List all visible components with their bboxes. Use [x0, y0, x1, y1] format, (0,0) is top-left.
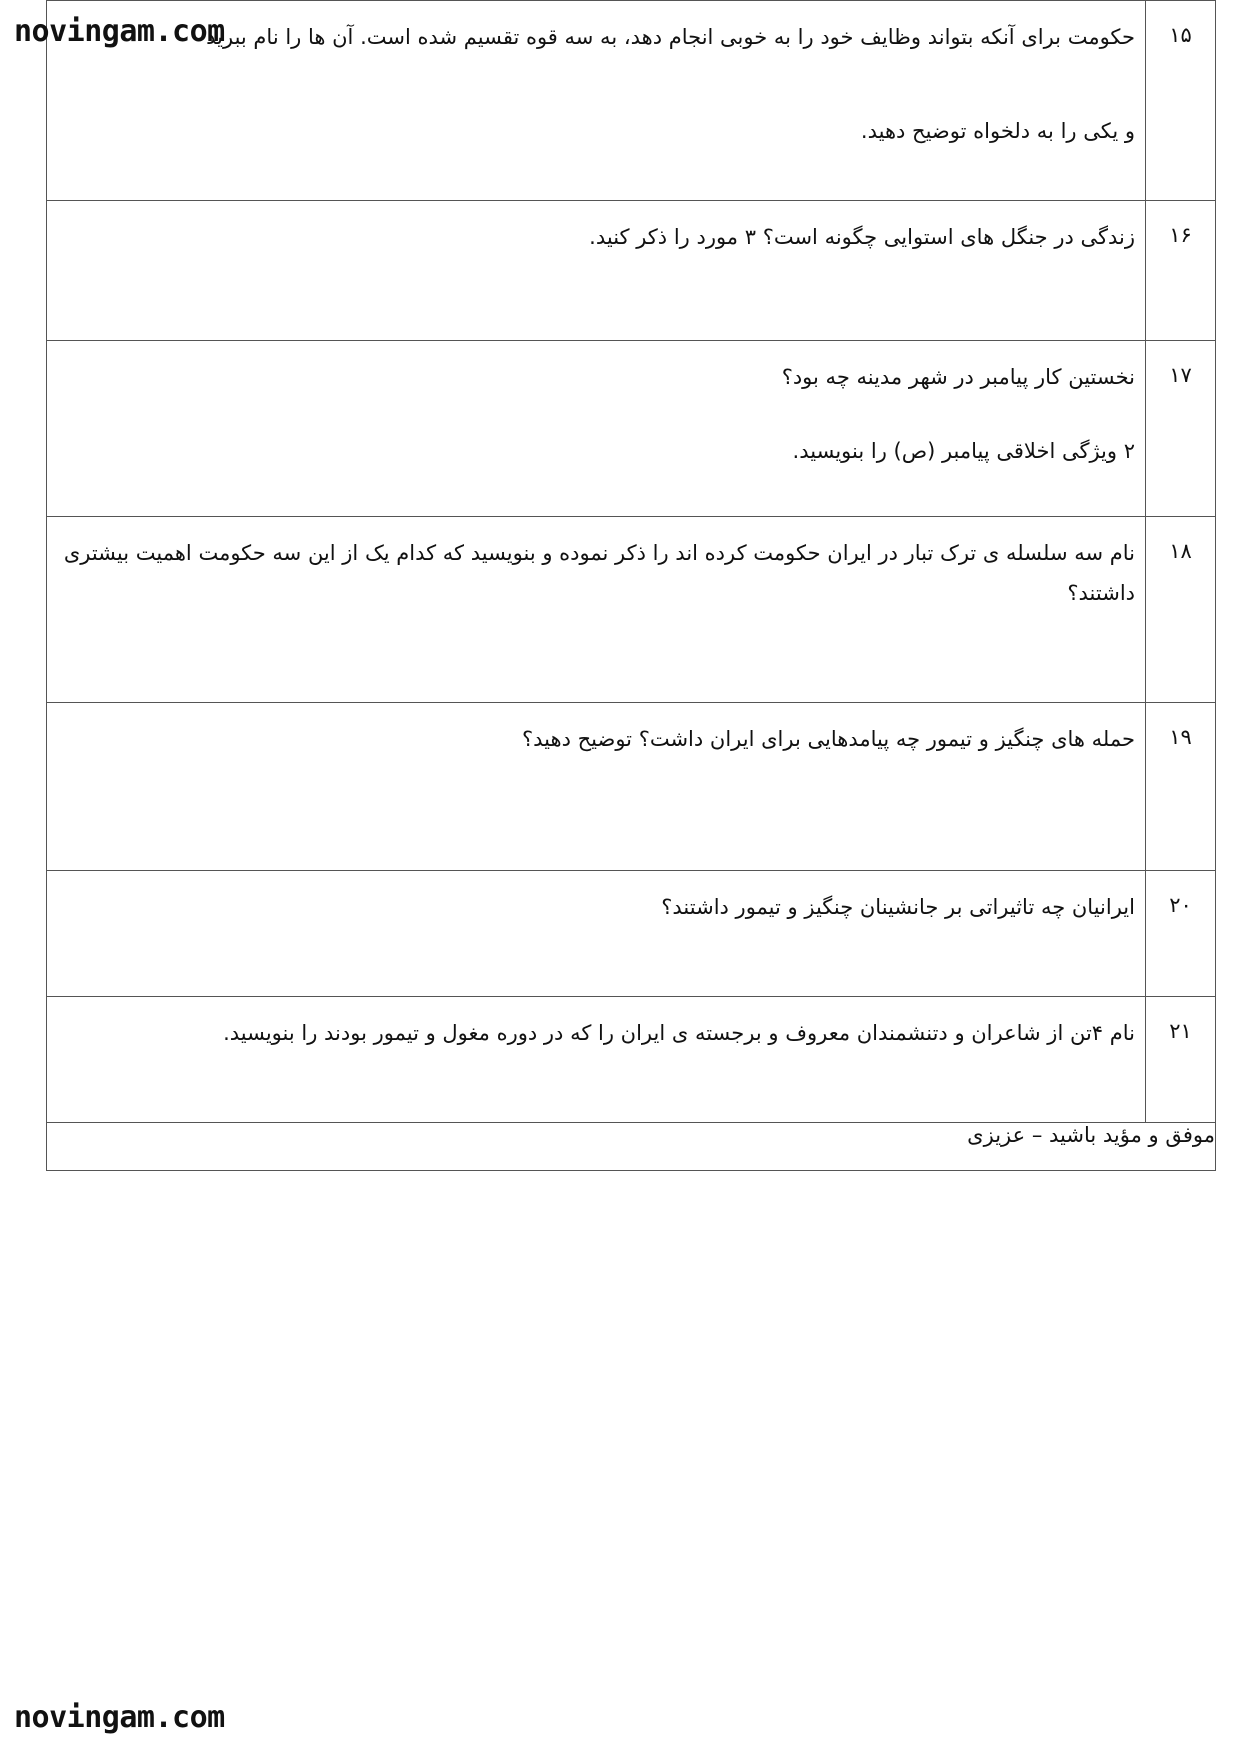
question-row-18 — [47, 517, 1216, 703]
question-text: حمله های چنگیز و تیمور چه پیامدهایی برای ایران داشت؟ توضیح دهید؟ — [522, 727, 1135, 751]
question-text-continued: ۲ ویژگی اخلاقی پیامبر (ص) را بنویسید. — [792, 439, 1135, 463]
question-text-cell — [47, 201, 1146, 341]
question-number: ۱۹ — [1146, 703, 1216, 871]
question-number: ۱۷ — [1146, 341, 1216, 517]
footer-row — [47, 1123, 1216, 1171]
question-number: ۱۸ — [1146, 517, 1216, 703]
question-row-19 — [47, 703, 1216, 871]
question-number: ۲۱ — [1146, 997, 1216, 1123]
question-text-cell — [47, 703, 1146, 871]
question-text: نخستین کار پیامبر در شهر مدینه چه بود؟ — [781, 365, 1135, 389]
question-text-cell — [47, 341, 1146, 517]
watermark-bottom: novingam.com — [14, 1700, 225, 1735]
question-text: نام ۴تن از شاعران و دتنشمندان معروف و برجسته ی ایران را که در دوره مغول و تیمور بودند را بنویسید. — [223, 1021, 1135, 1045]
question-text-cell — [47, 517, 1146, 703]
question-text-cell — [47, 997, 1146, 1123]
question-text-continued: و یکی را به دلخواه توضیح دهید. — [860, 119, 1135, 143]
question-number: ۲۰ — [1146, 871, 1216, 997]
question-row-17 — [47, 341, 1216, 517]
question-row-20 — [47, 871, 1216, 997]
question-row-21 — [47, 997, 1216, 1123]
question-text-cell — [47, 871, 1146, 997]
question-number: ۱۵ — [1146, 1, 1216, 201]
question-text: زندگی در جنگل های استوایی چگونه است؟ ۳ مورد را ذکر کنید. — [589, 225, 1135, 249]
watermark-top: novingam.com — [14, 14, 225, 49]
question-number: ۱۶ — [1146, 201, 1216, 341]
question-text: ایرانیان چه تاثیراتی بر جانشینان چنگیز و تیمور داشتند؟ — [661, 895, 1135, 919]
question-row-16 — [47, 201, 1216, 341]
exam-questions-table — [46, 0, 1216, 1171]
question-text: حکومت برای آنکه بتواند وظایف خود را به خوبی انجام دهد، به سه قوه تقسیم شده است. آن ها را نام ببرید — [206, 25, 1135, 49]
question-text: نام سه سلسله ی ترک تبار در ایران حکومت کرده اند را ذکر نموده و بنویسید که کدام یک از این سه حکومت اهمیت بیشتری داشتند؟ — [63, 541, 1135, 605]
footer-message: موفق و مؤید باشید – عزیزی — [47, 1123, 1216, 1171]
